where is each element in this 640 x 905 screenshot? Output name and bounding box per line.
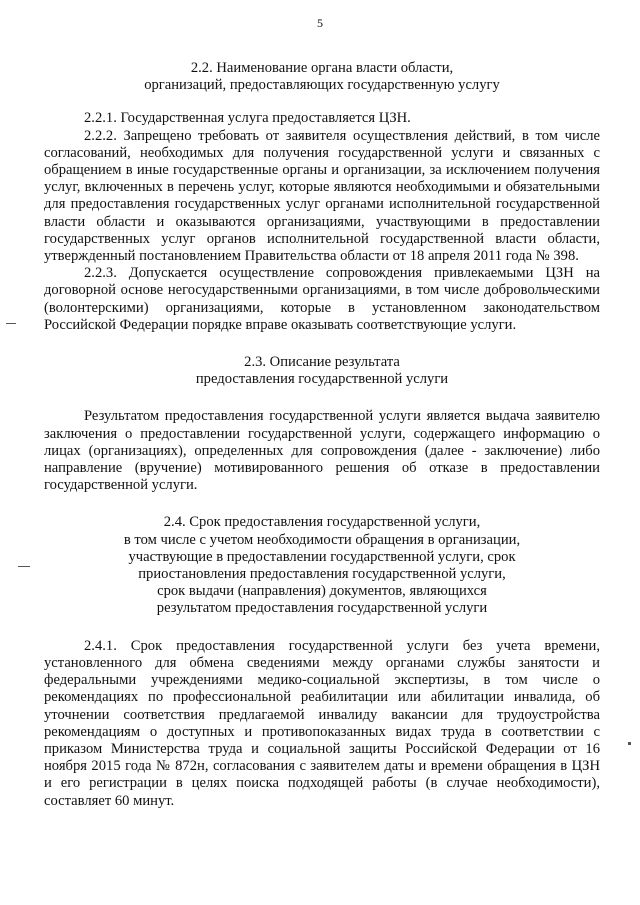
- section-2-2-heading: [44, 60, 600, 94]
- document-body: [44, 60, 600, 810]
- paragraph-2-2-1: 2.2.1. Государственная услуга предоставляется ЦЗН.: [84, 110, 411, 127]
- section-2-4-heading: [44, 514, 600, 617]
- scan-mark: [628, 742, 631, 745]
- heading-line: 2.2. Наименование органа власти области,: [190, 60, 454, 76]
- heading-line: участвующие в предоставлении государственной услуги, срок: [128, 548, 516, 565]
- heading-line: 2.4. Срок предоставления государственной услуги,: [163, 514, 481, 531]
- heading-line: предоставления государственной услуги: [195, 371, 449, 388]
- paragraph-2-2-2: 2.2.2. Запрещено требовать от заявителя осуществления действий, в том числе согласований, необходимых для получения государственной услуги и связанных с обращением в иные государственные органы и организации, за исключением получения услуг, включенных в перечень услуг, которые являются необходимыми и обязательными для предоставления государственных услуг органами исполнительной государственной власти области и оказываются организациями, участвующими в предоставлении государственных услуг органов исполнительной государственной власти области, утвержденный постановлением Правительства области от 18 апреля 2011 года № 398.: [44, 127, 600, 265]
- scan-mark: [18, 566, 30, 567]
- heading-line: в том числе с учетом необходимости обращения в организации,: [123, 531, 521, 548]
- paragraph-2-2-3: 2.2.3. Допускается осуществление сопровождения привлекаемыми ЦЗН на договорной основе негосударственными организациями, в том числе добровольческими (волонтерскими) организациями, которые в установленном законодательством Российской Федерации порядке вправе оказывать соответствующие услуги.: [44, 265, 600, 333]
- heading-line: 2.3. Описание результата: [244, 354, 400, 371]
- section-2-3-heading: [44, 354, 600, 388]
- heading-line: приостановления предоставления государственной услуги,: [138, 566, 506, 583]
- page-number: 5: [317, 16, 323, 30]
- heading-line: организаций, предоставляющих государственную услугу: [144, 77, 500, 94]
- scan-mark: [6, 323, 16, 324]
- heading-line: результатом предоставления государственной услуги: [156, 600, 488, 617]
- paragraph-2-3: Результатом предоставления государственной услуги является выдача заявителю заключения о предоставлении государственной услуги, содержащего информацию о лицах (организациях), определенных для сопровождения (далее - заключение) либо направление (вручение) мотивированного решения об отказе в предоставлении государственной услуги.: [44, 408, 600, 494]
- heading-line: срок выдачи (направления) документов, являющихся: [157, 583, 487, 600]
- paragraph-2-4-1: 2.4.1. Срок предоставления государственной услуги без учета времени, установленного для обмена сведениями между органами службы занятости и федеральными учреждениями медико-социальной экспертизы, в том числе о рекомендациях по профессиональной реабилитации или абилитации инвалида, об уточнении соответствия предлагаемой инвалиду вакансии для трудоустройства рекомендациям о доступных и противопоказанных видах труда в соответствии с приказом Министерства труда и социальной защиты Российской Федерации от 16 ноября 2015 года № 872н, согласования с заявителем даты и времени обращения в ЦЗН и его регистрации в целях поиска подходящей работы (в случае необходимости), составляет 60 минут.: [44, 637, 600, 809]
